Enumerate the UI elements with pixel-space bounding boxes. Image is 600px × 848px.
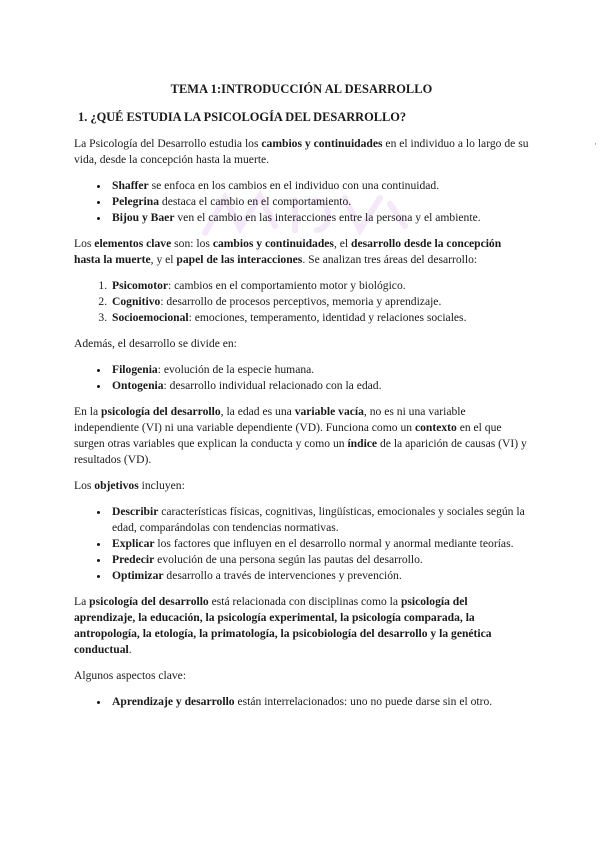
paragraph-age-variable-text-run: En la xyxy=(74,405,102,418)
list-item xyxy=(110,536,529,552)
paragraph-age-variable-text-run: , la edad es una xyxy=(220,405,295,418)
paragraph-age-variable-text-run: de la aparición de causas (VI) y resultados (VD). xyxy=(74,437,527,466)
paragraph-key-elements-bold-run: cambios y continuidades xyxy=(212,237,334,250)
list-item-bold-run: Ontogenia xyxy=(112,379,164,392)
paragraph-age-variable-bold-run: índice xyxy=(347,437,378,450)
paragraph-key-elements-text-run: , el xyxy=(333,237,351,250)
paragraph-age-variable-bold-run: psicología del desarrollo xyxy=(101,405,221,418)
list-item-bold-run: Cognitivo xyxy=(112,295,161,308)
paragraph-age-variable-text-run: en el que surgen otras variables que explican la conducta y como un xyxy=(74,421,502,450)
paragraph-objectives xyxy=(74,478,529,494)
list-item-text-run: se enfoca en los cambios en el individuo con una continuidad. xyxy=(148,179,440,192)
paragraph-key-elements-bold-run: elementos clave xyxy=(94,237,172,250)
list-item-text-run: desarrollo a través de intervenciones y prevención. xyxy=(163,569,402,582)
page-edge-mark: · xyxy=(594,140,597,150)
list-item-text-run: : emociones, temperamento, identidad y relaciones sociales. xyxy=(188,311,467,324)
paragraph-intro-text-run: La Psicología del Desarrollo estudia los xyxy=(74,137,262,150)
list-item xyxy=(110,568,529,584)
list-item-bold-run: Describir xyxy=(112,505,159,518)
paragraph-key-elements-text-run: son: los xyxy=(171,237,213,250)
paragraph-division-text-run: Además, el desarrollo se divide en: xyxy=(74,337,237,350)
list-item-bold-run: Psicomotor xyxy=(112,279,169,292)
paragraph-objectives-text-run: incluyen: xyxy=(138,479,185,492)
list-item xyxy=(110,552,529,568)
list-item-text-run: características físicas, cognitivas, lingüísticas, emocionales y sociales según la edad, comparándolas con tendencias normativas. xyxy=(112,505,525,534)
list-item xyxy=(110,694,529,710)
paragraph-intro xyxy=(74,136,529,168)
paragraph-key-elements-bold-run: desarrollo desde la concepción hasta la muerte xyxy=(74,237,502,266)
list-item xyxy=(110,362,529,378)
list-item-bold-run: Pelegrina xyxy=(112,195,160,208)
objectives-list xyxy=(74,504,529,584)
list-item xyxy=(110,278,529,294)
list-item-text-run: destaca el cambio en el comportamiento. xyxy=(159,195,352,208)
list-item-bold-run: Shaffer xyxy=(112,179,149,192)
list-item xyxy=(110,178,529,194)
list-item-text-run: están interrelacionados: uno no puede darse sin el otro. xyxy=(234,695,493,708)
paragraph-key-elements xyxy=(74,236,529,268)
key-aspects-list xyxy=(74,694,529,710)
paragraph-disciplines-text-run: está relacionada con disciplinas como la xyxy=(208,595,401,608)
paragraph-key-aspects xyxy=(74,668,529,684)
list-item-bold-run: Predecir xyxy=(112,553,155,566)
paragraph-age-variable-text-run: , no es ni una variable independiente (VI) ni una variable dependiente (VD). Funciona como un xyxy=(74,405,466,434)
list-item xyxy=(110,504,529,536)
document-title: TEMA 1:INTRODUCCIÓN AL DESARROLLO xyxy=(170,82,433,96)
paragraph-division xyxy=(74,336,529,352)
list-item-bold-run: Bijou y Baer xyxy=(112,211,175,224)
paragraph-key-elements-text-run: . Se analizan tres áreas del desarrollo: xyxy=(302,253,478,266)
paragraph-disciplines-text-run: La xyxy=(74,595,90,608)
list-item-bold-run: Explicar xyxy=(112,537,155,550)
paragraph-disciplines xyxy=(74,594,529,658)
paragraph-age-variable-bold-run: variable vacía xyxy=(294,405,364,418)
paragraph-key-elements-text-run: , y el xyxy=(150,253,177,266)
paragraph-disciplines-bold-run: psicología del aprendizaje, la educación, la psicología experimental, la psicología comparada, la antropología, la etología, la primatología, la psicobiología del desarrollo y la genética conductual xyxy=(74,595,492,656)
list-item-bold-run: Optimizar xyxy=(112,569,164,582)
paragraph-objectives-text-run: Los xyxy=(74,479,95,492)
paragraph-intro-text-run: en el individuo a lo largo de su vida, desde la concepción hasta la muerte. xyxy=(74,137,529,166)
paragraph-age-variable-bold-run: contexto xyxy=(414,421,457,434)
section-heading: 1. ¿QUÉ ESTUDIA LA PSICOLOGÍA DEL DESARROLLO? xyxy=(78,110,407,124)
list-item xyxy=(110,310,529,326)
list-item-bold-run: Socioemocional xyxy=(112,311,189,324)
list-item-text-run: los factores que influyen en el desarrollo normal y anormal mediante teorías. xyxy=(154,537,514,550)
paragraph-key-elements-text-run: Los xyxy=(74,237,95,250)
list-item-text-run: : desarrollo de procesos perceptivos, memoria y aprendizaje. xyxy=(160,295,442,308)
list-item-text-run: : evolución de la especie humana. xyxy=(157,363,315,376)
paragraph-key-aspects-text-run: Algunos aspectos clave: xyxy=(74,669,187,682)
list-item xyxy=(110,294,529,310)
document-content xyxy=(74,80,529,720)
list-item xyxy=(110,378,529,394)
list-item-text-run: evolución de una persona según las pautas del desarrollo. xyxy=(154,553,423,566)
paragraph-disciplines-text-run: . xyxy=(128,643,132,656)
list-item-text-run: : desarrollo individual relacionado con la edad. xyxy=(163,379,382,392)
list-item-text-run: ven el cambio en las interacciones entre la persona y el ambiente. xyxy=(174,211,481,224)
list-item-text-run: : cambios en el comportamiento motor y biológico. xyxy=(168,279,406,292)
list-item xyxy=(110,210,529,226)
paragraph-age-variable xyxy=(74,404,529,468)
paragraph-disciplines-bold-run: psicología del desarrollo xyxy=(89,595,209,608)
authors-list xyxy=(74,178,529,226)
list-item xyxy=(110,194,529,210)
list-item-bold-run: Filogenia xyxy=(112,363,158,376)
paragraph-intro-bold-run: cambios y continuidades xyxy=(261,137,383,150)
list-item-bold-run: Aprendizaje y desarrollo xyxy=(112,695,235,708)
development-areas-list xyxy=(74,278,529,326)
paragraph-objectives-bold-run: objetivos xyxy=(94,479,139,492)
paragraph-key-elements-bold-run: papel de las interacciones xyxy=(176,253,303,266)
division-list xyxy=(74,362,529,394)
